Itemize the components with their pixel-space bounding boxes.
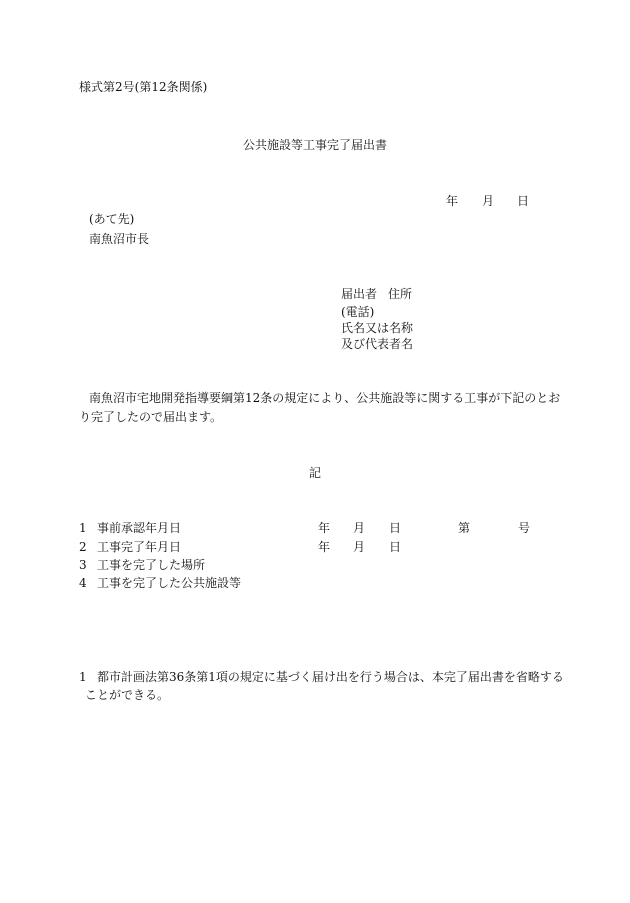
item-label: 工事完了年月日 [97, 540, 182, 554]
addressee-name: 南魚沼市長 [89, 232, 150, 246]
list-item [79, 557, 329, 573]
date-year-label: 年 [446, 194, 459, 208]
item-day-label: 日 [389, 521, 402, 535]
item-go-label: 号 [518, 521, 531, 535]
notifier-address-label: 住所 [388, 287, 413, 301]
notifier-representative-label: 及び代表者名 [341, 337, 414, 351]
notifier-phone-label: (電話) [341, 305, 375, 319]
item-dai-label: 第 [458, 521, 471, 535]
item-year-label: 年 [318, 540, 331, 554]
ki-heading: 記 [308, 466, 321, 480]
notifier-heading: 届出者 [341, 287, 378, 301]
item-number: 2 [79, 540, 87, 554]
note-number: 1 [79, 670, 87, 684]
list-item [79, 520, 549, 536]
addressee-label: (あて先) [89, 212, 135, 226]
item-label: 工事を完了した場所 [97, 558, 206, 572]
item-number: 3 [79, 558, 87, 572]
note-text-line-1: 都市計画法第36条第1項の規定に基づく届け出を行う場合は、本完了届出書を省略する [97, 670, 564, 684]
item-number: 1 [79, 521, 87, 535]
item-number: 4 [79, 576, 87, 590]
item-month-label: 月 [353, 540, 366, 554]
item-month-label: 月 [353, 521, 366, 535]
date-day-label: 日 [517, 194, 530, 208]
document-title: 公共施設等工事完了届出書 [242, 138, 387, 152]
notifier-name-label: 氏名又は名称 [341, 321, 414, 335]
note-text-line-2: ことができる。 [85, 688, 170, 702]
list-item [79, 539, 419, 555]
body-text-line-2: り完了したので届出ます。 [79, 410, 223, 424]
form-number: 様式第2号(第12条関係) [79, 80, 208, 94]
item-label: 事前承認年月日 [97, 521, 182, 535]
item-day-label: 日 [389, 540, 402, 554]
item-year-label: 年 [318, 521, 331, 535]
date-month-label: 月 [482, 194, 495, 208]
list-item [79, 575, 329, 591]
body-text-line-1: 南魚沼市宅地開発指導要綱第12条の規定により、公共施設等に関する工事が下記のとお [89, 391, 561, 405]
item-label: 工事を完了した公共施設等 [97, 576, 242, 590]
